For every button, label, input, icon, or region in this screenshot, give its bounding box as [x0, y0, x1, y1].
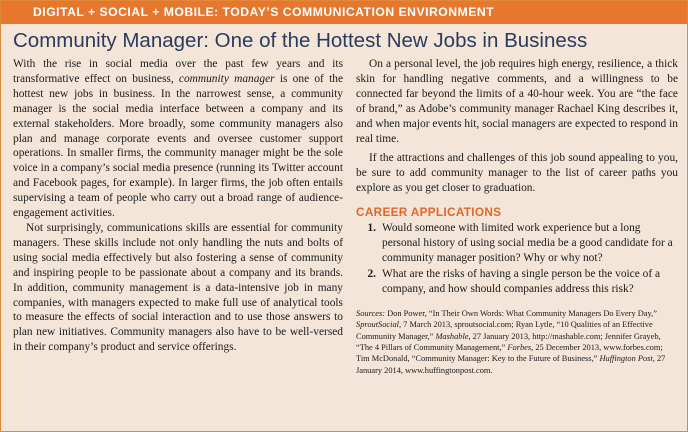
source-publication: Forbes, [507, 342, 534, 352]
source-publication: Huffington Post, [599, 354, 655, 364]
paragraph-intro-part: is one of the hottest new jobs in business. In the narrowest sense, a community manager is the social media interface between a company and its external stakeholders. More broadly, some community managers also plan and manage corporate events and oversee customer support operations. In smaller firms, the community manager might be the sole voice in a company’s social media presence (running its Twitter account and Facebook pages, for example). In larger firms, the job often entails supervising a team of people who carry out a broad range of audience-engagement activities. [13, 72, 343, 220]
question-text: What are the risks of having a single person be the voice of a company, and how should companies address this risk? [382, 267, 661, 295]
source-text: Don Power, “In Their Own Words: What Community Managers Do Every Day,” [385, 308, 657, 318]
source-publication: Mashable, [435, 331, 471, 341]
paragraph-skills: Not surprisingly, communications skills are essential for community managers. These skills include not only handling the nuts and bolts of using social media effectively but also fostering a sense of community and inspiring people to be passionate about a company and its brands. In addition, community management is a data-intensive job in many companies, with managers expected to make full use of analytical tools to measure the effects of social interaction and to use those answers to plan new initiatives. Community managers also have to be well-versed in their company’s product and service offerings. [13, 221, 343, 354]
article-title: Community Manager: One of the Hottest New Jobs in Business [13, 29, 588, 52]
career-applications-heading: CAREER APPLICATIONS [356, 205, 502, 220]
left-column [13, 57, 343, 355]
question-number: 1. [367, 222, 376, 235]
source-publication: SproutSocial, [356, 320, 402, 330]
source-text: 25 December 2013, www.forbes.com; Tim McDonald, “Community Manager: Key to the Future of Business,” [356, 342, 663, 364]
question-number: 2. [367, 267, 376, 280]
source-text: 27 January 2014, www.huffingtonpost.com. [356, 354, 666, 375]
section-banner: DIGITAL + SOCIAL + MOBILE: TODAY’S COMMUNICATION ENVIRONMENT [1, 1, 687, 24]
sources-label: Sources: [356, 308, 385, 318]
question-text: Would someone with limited work experience but a long personal history of using social media be a good candidate for a community manager position? Why or why not? [382, 222, 673, 264]
paragraph-personal: On a personal level, the job requires high energy, resilience, a thick skin for handling negative comments, and a willingness to be connected far beyond the limits of a 40-hour week. You are “the face of brand,” as Adobe’s community manager Rachael King describes it, and when major events hit, social managers are expected to respond in real time. [356, 58, 678, 145]
question-item [356, 221, 678, 266]
paragraph-appeal: If the attractions and challenges of this job sound appealing to you, be sure to add community manager to the list of career paths you explore as you get closer to graduation. [356, 152, 678, 195]
sources-note [356, 308, 678, 376]
term-emphasis: community manager [178, 72, 275, 85]
source-text: 27 January 2013, http://mashable.com; Jennifer Grayeb, “The 4 Pillars of Community Management,” [356, 331, 661, 352]
question-item [356, 267, 678, 297]
paragraph-intro-part: With the rise in social media over the past few years and its transformative effect on business, [13, 58, 343, 85]
article-columns [13, 57, 677, 427]
source-text: 7 March 2013, sproutsocial.com; Ryan Lytle, “10 Qualities of an Effective Community Manager,” [356, 320, 653, 341]
paragraph-intro [13, 57, 343, 221]
right-column [356, 57, 678, 376]
